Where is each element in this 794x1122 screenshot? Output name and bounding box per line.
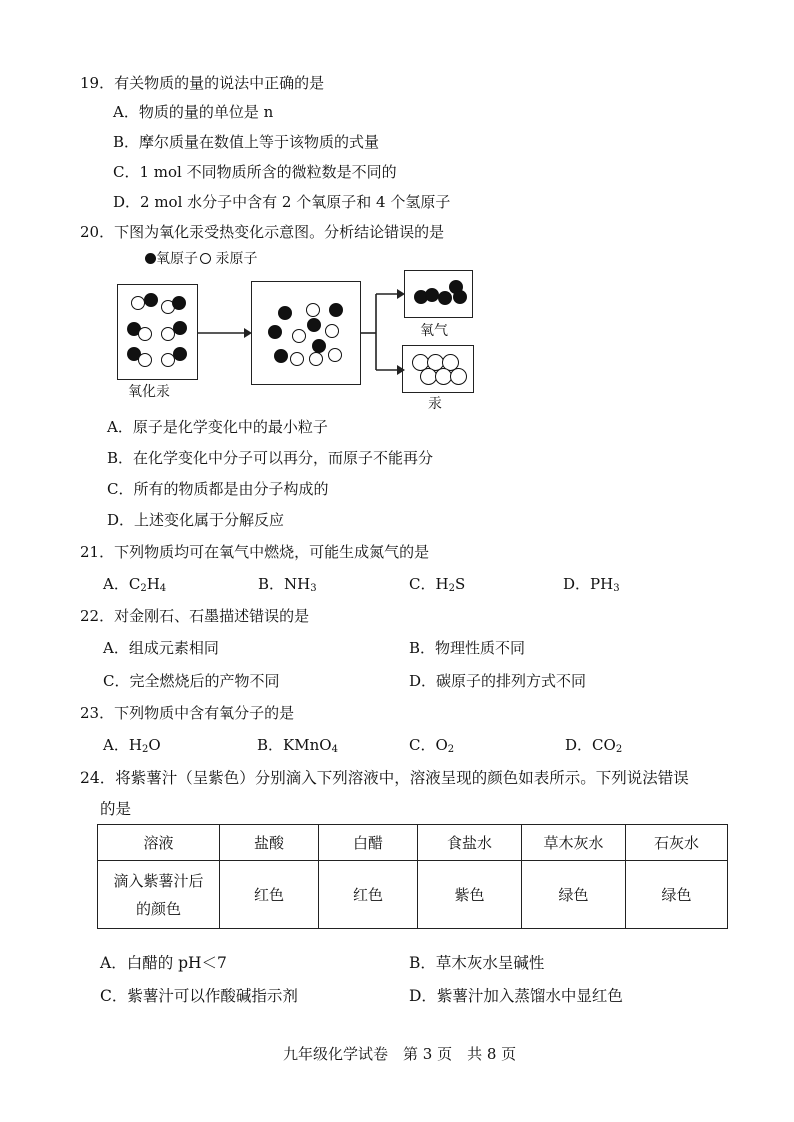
- mercury-atom-legend-icon: [200, 253, 211, 264]
- oxygen-atom: [274, 349, 288, 363]
- table-cell-color: 绿色: [626, 861, 728, 929]
- q19-option-d: D．2 mol 水分子中含有 2 个氧原子和 4 个氢原子: [113, 193, 451, 211]
- table-cell-solution: 食盐水: [418, 825, 522, 861]
- table-cell-color: 红色: [220, 861, 319, 929]
- q20-legend: [145, 248, 257, 268]
- oxygen-atom: [438, 291, 452, 305]
- table-cell-solution: 盐酸: [220, 825, 319, 861]
- q23-option-d: D．$CO_2$: [565, 736, 623, 755]
- q24-option-c: C．紫薯汁可以作酸碱指示剂: [100, 987, 298, 1005]
- oxygen-atom: [173, 321, 187, 335]
- q19-option-b: B．摩尔质量在数值上等于该物质的式量: [113, 133, 380, 151]
- q22-option-b: B．物理性质不同: [409, 639, 526, 657]
- branch-arrow-icon: [360, 288, 406, 378]
- q23-option-a: A．$H_2O$: [103, 736, 161, 755]
- q24-option-d: D．紫薯汁加入蒸馏水中显红色: [409, 987, 623, 1005]
- mercury-atom: [309, 352, 323, 366]
- oxygen-atom: [453, 290, 467, 304]
- mercury-label: 汞: [428, 396, 442, 412]
- hgo-molecules-box: [117, 284, 198, 380]
- oxygen-gas-box: [404, 270, 473, 318]
- oxygen-atom-legend-icon: [145, 253, 156, 264]
- q22-option-a: A．组成元素相同: [103, 639, 219, 657]
- oxygen-atom: [278, 306, 292, 320]
- oxygen-gas-label: 氧气: [420, 323, 448, 339]
- oxygen-atom: [425, 288, 439, 302]
- mercury-atom: [328, 348, 342, 362]
- legend-mercury-label: 汞原子: [215, 251, 258, 267]
- mercury-atom: [306, 303, 320, 317]
- oxygen-atom: [312, 339, 326, 353]
- oxygen-atom: [268, 325, 282, 339]
- q23-option-c: C．$O_2$: [409, 736, 455, 755]
- q24-option-b: B．草木灰水呈碱性: [409, 954, 545, 972]
- mercury-atom: [131, 296, 145, 310]
- mercury-atom: [450, 368, 467, 385]
- table-header-label: 溶液: [98, 825, 220, 861]
- q24-option-a: A．白醋的 pH＜7: [100, 954, 227, 972]
- mercury-atom: [138, 353, 152, 367]
- arrow-icon: [198, 327, 252, 339]
- table-cell-color: 红色: [319, 861, 418, 929]
- oxygen-atom: [144, 293, 158, 307]
- q20-option-a: A．原子是化学变化中的最小粒子: [107, 418, 328, 436]
- q20-option-d: D．上述变化属于分解反应: [107, 511, 285, 529]
- mercury-atom: [290, 352, 304, 366]
- q23-stem: 23．下列物质中含有氧分子的是: [80, 704, 295, 722]
- oxygen-atom: [173, 347, 187, 361]
- q21-option-a: A．$C_2H_4$: [103, 575, 167, 594]
- hgo-label: 氧化汞: [128, 384, 170, 400]
- q21-option-b: B．$NH_3$: [258, 575, 317, 594]
- q24-stem-line1: 24．将紫薯汁（呈紫色）分别滴入下列溶液中，溶液呈现的颜色如表所示。下列说法错误: [80, 769, 689, 787]
- q22-stem: 22．对金刚石、石墨描述错误的是: [80, 607, 310, 625]
- table-header-row: [98, 825, 728, 861]
- oxygen-atom: [329, 303, 343, 317]
- oxygen-atom: [307, 318, 321, 332]
- q20-option-c: C．所有的物质都是由分子构成的: [107, 480, 329, 498]
- q19-option-a: A．物质的量的单位是 n: [113, 103, 274, 121]
- q19-option-c: C．1 mol 不同物质所含的微粒数是不同的: [113, 163, 397, 181]
- q19-stem: 19．有关物质的量的说法中正确的是: [80, 74, 325, 92]
- q22-option-c: C．完全燃烧后的产物不同: [103, 672, 280, 690]
- table-cell-solution: 草木灰水: [522, 825, 626, 861]
- q21-option-d: D．$PH_3$: [563, 575, 620, 594]
- table-cell-color: 绿色: [522, 861, 626, 929]
- q20-option-b: B．在化学变化中分子可以再分，而原子不能再分: [107, 449, 434, 467]
- table-color-row: [98, 861, 728, 929]
- mercury-atom: [138, 327, 152, 341]
- oxygen-atom: [172, 296, 186, 310]
- q23-option-b: B．KMnO$_4$: [257, 736, 338, 755]
- table-row-label: 滴入紫薯汁后 的颜色: [98, 861, 220, 929]
- table-cell-color: 紫色: [418, 861, 522, 929]
- table-cell-solution: 石灰水: [626, 825, 728, 861]
- mercury-box: [402, 345, 474, 393]
- separated-atoms-box: [251, 281, 361, 385]
- page-footer: 九年级化学试卷 第 3 页 共 8 页: [283, 1045, 517, 1063]
- q21-option-c: C．$H_2S$: [409, 575, 466, 594]
- indicator-color-table: [97, 824, 728, 929]
- q24-stem-line2: 的是: [100, 800, 132, 818]
- legend-oxygen-label: 氧原子: [156, 251, 198, 267]
- q22-option-d: D．碳原子的排列方式不同: [409, 672, 587, 690]
- q21-stem: 21．下列物质均可在氧气中燃烧，可能生成氮气的是: [80, 543, 430, 561]
- mercury-atom: [325, 324, 339, 338]
- mercury-atom: [292, 329, 306, 343]
- q20-stem: 20．下图为氧化汞受热变化示意图。分析结论错误的是: [80, 223, 445, 241]
- table-cell-solution: 白醋: [319, 825, 418, 861]
